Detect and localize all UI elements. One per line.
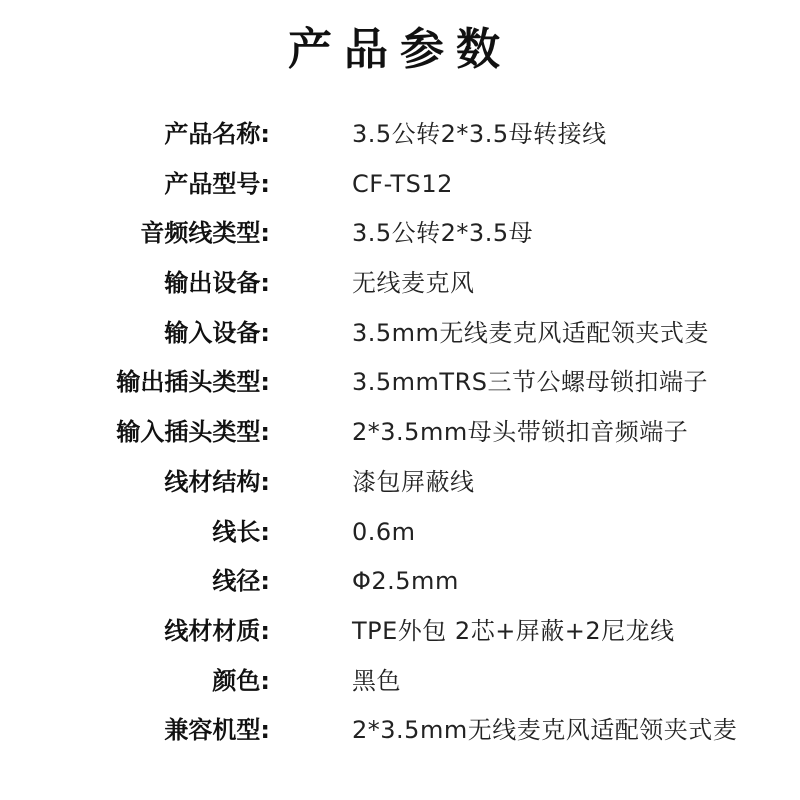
spec-label: 线径: xyxy=(212,567,270,596)
spec-value: 漆包屏蔽线 xyxy=(352,467,475,496)
spec-row-diameter xyxy=(0,557,800,607)
spec-value: 2*3.5mm无线麦克风适配领夹式麦 xyxy=(352,716,738,745)
spec-label: 颜色: xyxy=(212,666,270,695)
spec-row-material xyxy=(0,607,800,657)
spec-label: 兼容机型: xyxy=(164,716,270,745)
spec-value: CF-TS12 xyxy=(352,169,453,198)
spec-value: 3.5mm无线麦克风适配领夹式麦 xyxy=(352,318,709,347)
spec-value: 3.5mmTRS三节公螺母锁扣端子 xyxy=(352,368,708,397)
spec-row-input-device xyxy=(0,309,800,359)
spec-value: TPE外包 2芯+屏蔽+2尼龙线 xyxy=(352,616,675,645)
spec-row-color xyxy=(0,657,800,707)
spec-label: 产品型号: xyxy=(164,169,270,198)
spec-label: 线长: xyxy=(212,517,270,546)
spec-value: 2*3.5mm母头带锁扣音频端子 xyxy=(352,418,689,447)
spec-label: 产品名称: xyxy=(164,120,270,148)
spec-label: 音频线类型: xyxy=(140,219,270,248)
spec-value: Φ2.5mm xyxy=(352,567,459,596)
spec-row-model xyxy=(0,160,800,210)
spec-label: 线材结构: xyxy=(164,467,270,496)
spec-value: 黑色 xyxy=(352,666,401,695)
spec-label: 输出插头类型: xyxy=(116,368,270,397)
spec-row-wire-structure xyxy=(0,458,800,508)
spec-label: 线材材质: xyxy=(164,616,270,645)
spec-row-cable-type xyxy=(0,209,800,259)
spec-value: 无线麦克风 xyxy=(352,269,475,298)
spec-value: 0.6m xyxy=(352,517,416,546)
spec-row-compatible-models xyxy=(0,706,800,756)
spec-row-input-plug xyxy=(0,408,800,458)
spec-value: 3.5公转2*3.5母转接线 xyxy=(352,120,607,148)
spec-row-output-plug xyxy=(0,358,800,408)
spec-list xyxy=(0,110,800,756)
spec-label: 输入插头类型: xyxy=(116,418,270,447)
spec-row-length xyxy=(0,508,800,558)
spec-label: 输入设备: xyxy=(164,318,270,347)
spec-row-product-name xyxy=(0,110,800,160)
page-title: 产品参数 xyxy=(288,24,512,75)
spec-row-output-device xyxy=(0,259,800,309)
spec-label: 输出设备: xyxy=(164,269,270,298)
spec-value: 3.5公转2*3.5母 xyxy=(352,219,534,248)
